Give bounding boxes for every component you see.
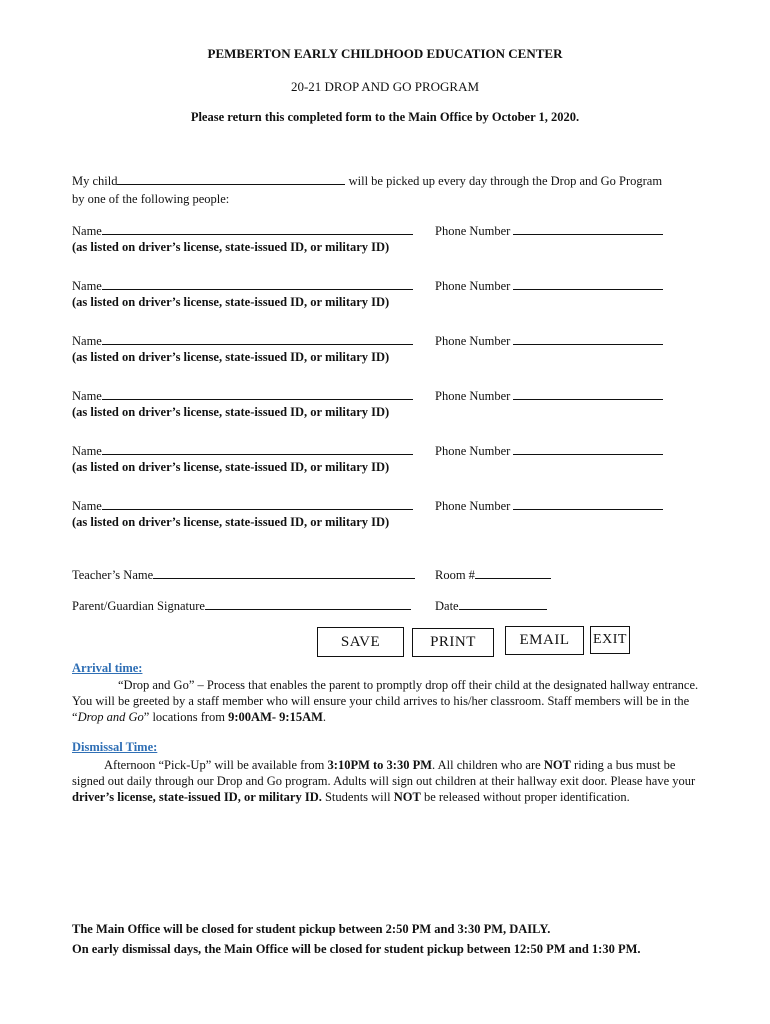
name-label: Name <box>72 334 102 348</box>
name-row <box>72 442 413 459</box>
arrival-text-end: . <box>322 710 327 724</box>
phone-field[interactable] <box>513 497 663 510</box>
phone-field[interactable] <box>513 277 663 290</box>
name-row <box>72 277 413 294</box>
phone-label: Phone Number <box>435 224 511 238</box>
arrival-heading: Arrival time: <box>72 661 143 675</box>
phone-label: Phone Number <box>435 334 511 348</box>
intro-line-2: by one of the following people: <box>72 192 230 206</box>
name-field[interactable] <box>102 442 413 455</box>
office-closed-early-dismissal: On early dismissal days, the Main Office will be closed for student pickup between 12:50 PM and 1:30 PM. <box>72 942 641 956</box>
name-field[interactable] <box>102 497 413 510</box>
child-name-field[interactable] <box>117 172 345 185</box>
phone-label: Phone Number <box>435 444 511 458</box>
not-emphasis: NOT <box>543 758 571 772</box>
exit-button[interactable]: EXIT <box>590 626 630 654</box>
print-button[interactable]: PRINT <box>412 628 494 657</box>
name-label: Name <box>72 389 102 403</box>
dismissal-paragraph <box>72 757 700 805</box>
room-label: Room # <box>435 568 475 582</box>
arrival-text-cont: ” locations from <box>143 710 229 724</box>
email-button[interactable]: EMAIL <box>505 626 584 655</box>
dismissal-text-1: Afternoon “Pick-Up” will be available from <box>104 758 328 772</box>
dismissal-text-4: Students will <box>321 790 394 804</box>
arrival-time: 9:00AM- 9:15AM <box>228 710 323 724</box>
id-note: (as listed on driver’s license, state-issued ID, or military ID) <box>72 515 390 529</box>
drop-and-go-italic: Drop and Go <box>77 710 144 724</box>
name-field[interactable] <box>102 387 413 400</box>
name-row <box>72 222 413 239</box>
id-note: (as listed on driver’s license, state-issued ID, or military ID) <box>72 350 390 364</box>
phone-field[interactable] <box>513 387 663 400</box>
phone-label: Phone Number <box>435 279 511 293</box>
phone-row <box>435 332 663 349</box>
intro-continuation: will be picked up every day through the Drop and Go Program <box>345 174 663 188</box>
arrival-text: “Drop and Go” – Process that enables the parent to promptly drop off their child at the designated hallway entrance. You will be greeted by a staff member who will ensure your child arrives to his/her classroom. Staff members will be in the “ <box>72 678 699 724</box>
name-label: Name <box>72 224 102 238</box>
name-row <box>72 332 413 349</box>
return-instruction: Please return this completed form to the Main Office by October 1, 2020. <box>190 110 580 124</box>
phone-row <box>435 497 663 514</box>
not-emphasis-2: NOT <box>393 790 421 804</box>
name-row <box>72 497 413 514</box>
save-button[interactable]: SAVE <box>317 627 404 657</box>
id-note: (as listed on driver’s license, state-issued ID, or military ID) <box>72 405 390 419</box>
dismissal-heading: Dismissal Time: <box>72 740 158 754</box>
parent-signature-row <box>72 597 411 614</box>
date-label: Date <box>435 599 459 613</box>
parent-signature-label: Parent/Guardian Signature <box>72 599 205 613</box>
my-child-label: My child <box>72 174 118 188</box>
name-field[interactable] <box>102 332 413 345</box>
name-label: Name <box>72 499 102 513</box>
name-field[interactable] <box>102 277 413 290</box>
intro-line-1 <box>72 172 662 189</box>
phone-field[interactable] <box>513 442 663 455</box>
dismissal-text-3: riding a bus must be signed out daily through our Drop and Go program. Adults will sign out children at their hallway exit door. Please have your <box>72 758 696 788</box>
phone-row <box>435 277 663 294</box>
phone-label: Phone Number <box>435 499 511 513</box>
id-note: (as listed on driver’s license, state-issued ID, or military ID) <box>72 240 390 254</box>
form-title: PEMBERTON EARLY CHILDHOOD EDUCATION CENTER <box>207 46 563 61</box>
dismissal-text-5: be released without proper identification. <box>420 790 630 804</box>
phone-label: Phone Number <box>435 389 511 403</box>
arrival-paragraph <box>72 677 700 725</box>
phone-row <box>435 442 663 459</box>
id-note: (as listed on driver’s license, state-issued ID, or military ID) <box>72 460 390 474</box>
dismissal-text-2: . All children who are <box>432 758 544 772</box>
phone-field[interactable] <box>513 222 663 235</box>
date-row <box>435 597 547 614</box>
name-label: Name <box>72 279 102 293</box>
phone-field[interactable] <box>513 332 663 345</box>
phone-row <box>435 222 663 239</box>
room-row <box>435 566 551 583</box>
teacher-label: Teacher’s Name <box>72 568 154 582</box>
name-label: Name <box>72 444 102 458</box>
teacher-row <box>72 566 415 583</box>
program-subtitle: 20-21 DROP AND GO PROGRAM <box>290 79 480 94</box>
phone-row <box>435 387 663 404</box>
date-field[interactable] <box>459 597 547 610</box>
office-closed-daily: The Main Office will be closed for student pickup between 2:50 PM and 3:30 PM, DAILY. <box>72 922 551 936</box>
id-requirement: driver’s license, state-issued ID, or military ID. <box>72 790 322 804</box>
name-row <box>72 387 413 404</box>
dismissal-time: 3:10PM to 3:30 PM <box>327 758 433 772</box>
room-field[interactable] <box>475 566 551 579</box>
id-note: (as listed on driver’s license, state-issued ID, or military ID) <box>72 295 390 309</box>
name-field[interactable] <box>102 222 413 235</box>
teacher-name-field[interactable] <box>153 566 415 579</box>
parent-signature-field[interactable] <box>205 597 411 610</box>
